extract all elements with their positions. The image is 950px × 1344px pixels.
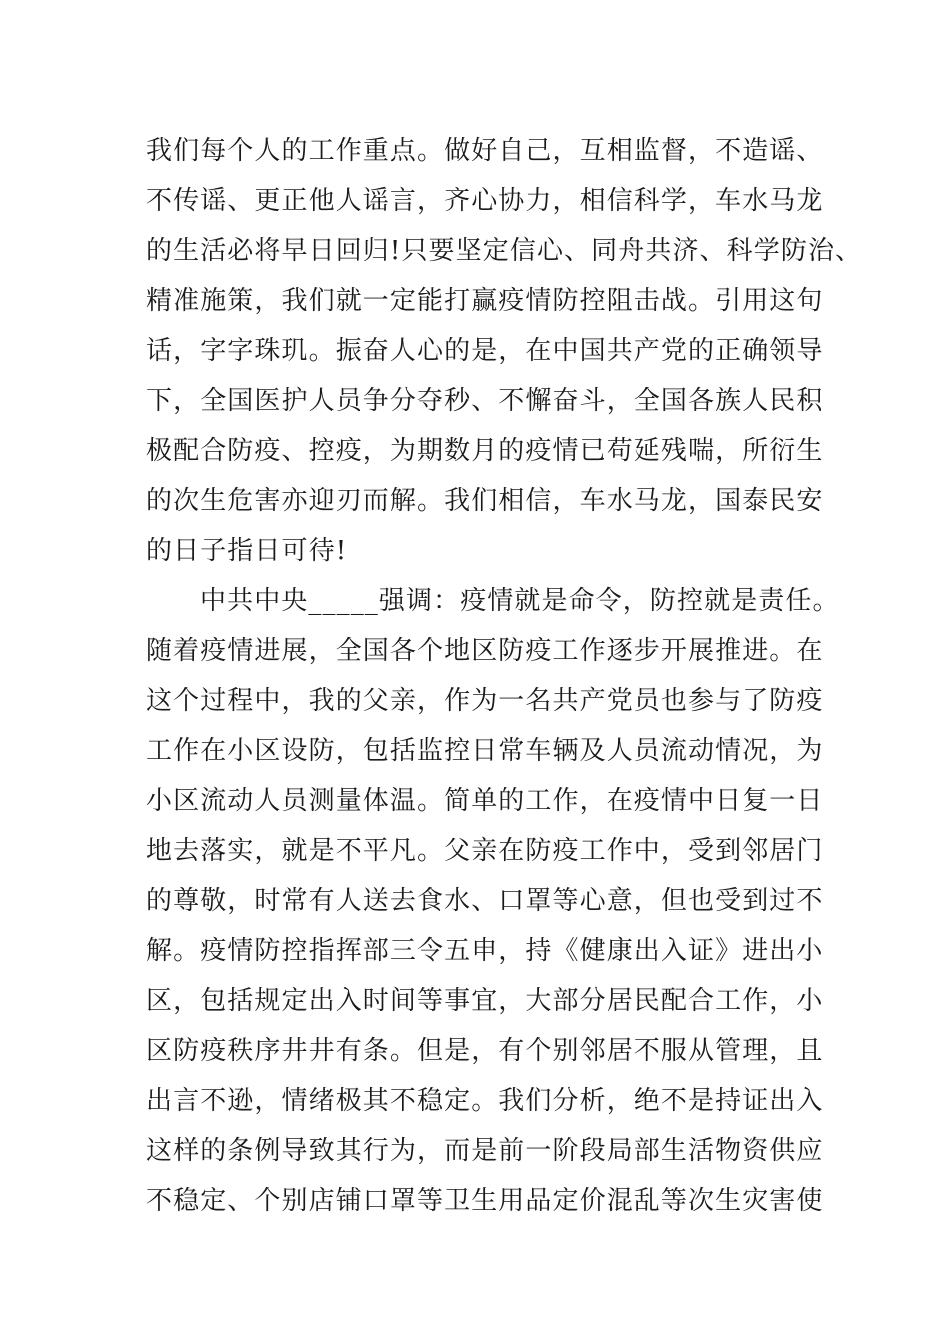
text-line: 不稳定、个别店铺口罩等卫生用品定价混乱等次生灾害使 [146, 1186, 824, 1216]
text-line: 下，全国医护人员争分夺秒、不懈奋斗，全国各族人民积 [146, 386, 824, 416]
text-line: 这个过程中，我的父亲，作为一名共产党员也参与了防疫 [146, 686, 824, 716]
text-line: 的生活必将早日回归!只要坚定信心、同舟共济、科学防治、 [146, 236, 863, 266]
text-line: 出言不逊，情绪极其不稳定。我们分析，绝不是持证出入 [146, 1086, 824, 1116]
text-line: 随着疫情进展，全国各个地区防疫工作逐步开展推进。在 [146, 636, 824, 666]
paragraph-start-line: 中共中央_____强调：疫情就是命令，防控就是责任。 [200, 586, 840, 616]
text-line: 的尊敬，时常有人送去食水、口罩等心意，但也受到过不 [146, 886, 824, 916]
text-line: 精准施策，我们就一定能打赢疫情防控阻击战。引用这句 [146, 286, 824, 316]
text-line: 极配合防疫、控疫，为期数月的疫情已苟延残喘，所衍生 [146, 436, 824, 466]
text-line: 这样的条例导致其行为，而是前一阶段局部生活物资供应 [146, 1136, 824, 1166]
text-line: 解。疫情防控指挥部三令五申，持《健康出入证》进出小 [146, 936, 824, 966]
text-line: 区，包括规定出入时间等事宜，大部分居民配合工作，小 [146, 986, 824, 1016]
text-line: 不传谣、更正他人谣言，齐心协力，相信科学，车水马龙 [146, 186, 824, 216]
text-line: 话，字字珠玑。振奋人心的是，在中国共产党的正确领导 [146, 336, 824, 366]
body-text [146, 126, 863, 1226]
text-line: 小区流动人员测量体温。简单的工作，在疫情中日复一日 [146, 786, 824, 816]
text-line: 我们每个人的工作重点。做好自己，互相监督，不造谣、 [146, 136, 824, 166]
text-line: 的次生危害亦迎刃而解。我们相信，车水马龙，国泰民安 [146, 486, 824, 516]
text-line: 地去落实，就是不平凡。父亲在防疫工作中，受到邻居门 [146, 836, 824, 866]
text-line: 工作在小区设防，包括监控日常车辆及人员流动情况，为 [146, 736, 824, 766]
text-line: 区防疫秩序井井有条。但是，有个别邻居不服从管理，且 [146, 1036, 824, 1066]
text-line: 的日子指日可待! [146, 536, 348, 566]
